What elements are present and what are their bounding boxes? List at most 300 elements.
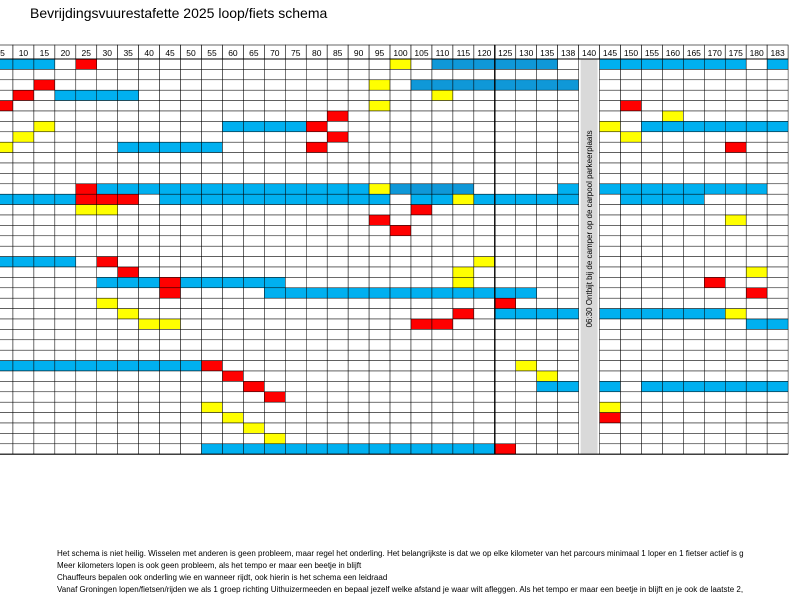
grid-cell (558, 361, 579, 371)
grid-cell (13, 132, 34, 142)
grid-cell (264, 205, 285, 215)
grid-cell (600, 111, 621, 121)
grid-cell (641, 319, 662, 329)
grid-cell (453, 173, 474, 183)
grid-cell (222, 277, 243, 287)
grid-cell (369, 257, 390, 267)
grid-cell (139, 215, 160, 225)
grid-cell (495, 225, 516, 235)
grid-cell (725, 80, 746, 90)
grid-cell (222, 163, 243, 173)
grid-cell (767, 309, 788, 319)
grid-cell (453, 246, 474, 256)
grid-cell (558, 142, 579, 152)
grid-cell (0, 350, 13, 360)
grid-cell (118, 236, 139, 246)
grid-cell (160, 194, 181, 204)
grid-cell (55, 361, 76, 371)
grid-cell (160, 184, 181, 194)
grid-cell (600, 69, 621, 79)
grid-cell (202, 288, 223, 298)
grid-cell (495, 184, 516, 194)
grid-cell (118, 402, 139, 412)
grid-cell (474, 267, 495, 277)
grid-cell (725, 153, 746, 163)
grid-cell (432, 392, 453, 402)
grid-cell (97, 267, 118, 277)
grid-cell (725, 90, 746, 100)
column-header: 160 (665, 48, 680, 58)
grid-cell (76, 111, 97, 121)
grid-cell (746, 121, 767, 131)
grid-cell (222, 288, 243, 298)
grid-cell (222, 225, 243, 235)
grid-cell (34, 257, 55, 267)
grid-cell (621, 350, 642, 360)
grid-cell (202, 153, 223, 163)
grid-cell (621, 329, 642, 339)
grid-cell (369, 90, 390, 100)
grid-cell (160, 173, 181, 183)
break-note: 06:30 Ontbijt bij de camper op de carpool parkeerplaats (585, 130, 595, 328)
grid-cell (34, 381, 55, 391)
grid-cell (76, 69, 97, 79)
grid-cell (0, 423, 13, 433)
grid-cell (600, 215, 621, 225)
grid-cell (495, 59, 516, 69)
grid-cell (160, 225, 181, 235)
grid-cell (474, 69, 495, 79)
grid-cell (411, 298, 432, 308)
grid-cell (495, 329, 516, 339)
grid-cell (0, 101, 13, 111)
grid-cell (537, 225, 558, 235)
grid-cell (495, 132, 516, 142)
grid-cell (537, 121, 558, 131)
grid-cell (453, 309, 474, 319)
grid-cell (139, 413, 160, 423)
grid-cell (139, 225, 160, 235)
grid-cell (767, 101, 788, 111)
grid-cell (725, 298, 746, 308)
grid-cell (222, 444, 243, 454)
grid-cell (621, 257, 642, 267)
grid-cell (704, 101, 725, 111)
grid-cell (264, 423, 285, 433)
grid-cell (495, 361, 516, 371)
grid-cell (683, 257, 704, 267)
grid-cell (704, 173, 725, 183)
grid-cell (495, 433, 516, 443)
grid-cell (327, 121, 348, 131)
grid-cell (411, 319, 432, 329)
grid-cell (97, 340, 118, 350)
grid-cell (222, 423, 243, 433)
grid-cell (118, 69, 139, 79)
grid-cell (243, 340, 264, 350)
grid-cell (641, 80, 662, 90)
grid-cell (348, 350, 369, 360)
grid-cell (285, 309, 306, 319)
grid-cell (348, 267, 369, 277)
grid-cell (558, 298, 579, 308)
grid-cell (348, 444, 369, 454)
grid-cell (474, 184, 495, 194)
grid-cell (746, 90, 767, 100)
grid-cell (13, 371, 34, 381)
grid-cell (767, 402, 788, 412)
grid-cell (327, 340, 348, 350)
grid-cell (34, 90, 55, 100)
grid-cell (306, 121, 327, 131)
grid-cell (306, 257, 327, 267)
grid-cell (641, 69, 662, 79)
grid-cell (139, 433, 160, 443)
grid-cell (683, 236, 704, 246)
grid-cell (55, 402, 76, 412)
grid-cell (76, 215, 97, 225)
grid-cell (222, 402, 243, 412)
grid-cell (139, 257, 160, 267)
grid-cell (516, 402, 537, 412)
grid-cell (34, 309, 55, 319)
grid-cell (537, 361, 558, 371)
grid-cell (97, 309, 118, 319)
grid-cell (558, 413, 579, 423)
grid-cell (453, 90, 474, 100)
grid-cell (55, 392, 76, 402)
grid-cell (537, 236, 558, 246)
grid-cell (746, 329, 767, 339)
grid-cell (495, 153, 516, 163)
grid-cell (641, 101, 662, 111)
grid-cell (662, 236, 683, 246)
grid-cell (767, 142, 788, 152)
grid-cell (76, 329, 97, 339)
grid-cell (704, 111, 725, 121)
grid-cell (537, 402, 558, 412)
column-header: 110 (435, 48, 450, 58)
grid-cell (600, 101, 621, 111)
grid-cell (767, 267, 788, 277)
grid-cell (621, 69, 642, 79)
grid-cell (181, 205, 202, 215)
grid-cell (704, 350, 725, 360)
grid-cell (139, 184, 160, 194)
grid-cell (662, 132, 683, 142)
grid-cell (97, 277, 118, 287)
grid-cell (285, 423, 306, 433)
grid-cell (662, 402, 683, 412)
grid-cell (683, 163, 704, 173)
grid-cell (621, 215, 642, 225)
grid-cell (558, 381, 579, 391)
grid-cell (306, 69, 327, 79)
grid-cell (537, 111, 558, 121)
grid-cell (621, 111, 642, 121)
grid-cell (327, 371, 348, 381)
grid-cell (474, 371, 495, 381)
grid-cell (683, 101, 704, 111)
grid-cell (641, 225, 662, 235)
grid-cell (746, 433, 767, 443)
grid-cell (767, 319, 788, 329)
grid-cell (181, 381, 202, 391)
grid-cell (432, 371, 453, 381)
grid-cell (704, 433, 725, 443)
grid-cell (139, 80, 160, 90)
grid-cell (516, 392, 537, 402)
grid-cell (0, 69, 13, 79)
column-header: 105 (414, 48, 429, 58)
grid-cell (202, 69, 223, 79)
grid-cell (662, 80, 683, 90)
grid-cell (453, 236, 474, 246)
grid-cell (0, 184, 13, 194)
grid-cell (160, 101, 181, 111)
grid-cell (725, 59, 746, 69)
grid-cell (181, 225, 202, 235)
grid-cell (390, 246, 411, 256)
grid-cell (767, 194, 788, 204)
grid-cell (683, 153, 704, 163)
grid-cell (97, 236, 118, 246)
grid-cell (558, 319, 579, 329)
column-header: 120 (477, 48, 492, 58)
grid-cell (725, 121, 746, 131)
grid-cell (369, 277, 390, 287)
grid-cell (432, 288, 453, 298)
grid-cell (537, 298, 558, 308)
grid-cell (390, 423, 411, 433)
note-line: Het schema is niet heilig. Wisselen met anderen is geen probleem, maar regel het onderling. Het belangrijkste is dat we op elke kilometer van het parcours minimaal 1 loper en 1 fietser actief is g (57, 549, 744, 558)
grid-cell (348, 153, 369, 163)
grid-cell (222, 90, 243, 100)
grid-cell (118, 59, 139, 69)
grid-cell (474, 298, 495, 308)
grid-cell (160, 413, 181, 423)
grid-cell (537, 215, 558, 225)
grid-cell (369, 329, 390, 339)
grid-cell (411, 184, 432, 194)
grid-cell (97, 381, 118, 391)
grid-cell (641, 329, 662, 339)
grid-cell (390, 236, 411, 246)
grid-cell (97, 225, 118, 235)
grid-cell (0, 59, 13, 69)
grid-cell (243, 90, 264, 100)
grid-cell (453, 153, 474, 163)
grid-cell (202, 277, 223, 287)
grid-cell (600, 205, 621, 215)
grid-cell (725, 163, 746, 173)
grid-cell (453, 381, 474, 391)
grid-cell (76, 142, 97, 152)
grid-cell (537, 381, 558, 391)
grid-cell (767, 184, 788, 194)
grid-cell (621, 371, 642, 381)
grid-cell (746, 163, 767, 173)
grid-cell (516, 267, 537, 277)
grid-cell (181, 329, 202, 339)
grid-cell (537, 267, 558, 277)
grid-cell (432, 225, 453, 235)
grid-cell (516, 381, 537, 391)
grid-cell (516, 205, 537, 215)
grid-cell (348, 205, 369, 215)
grid-cell (495, 142, 516, 152)
grid-cell (34, 361, 55, 371)
grid-cell (76, 153, 97, 163)
grid-cell (243, 184, 264, 194)
grid-cell (285, 101, 306, 111)
grid-cell (160, 340, 181, 350)
grid-cell (453, 361, 474, 371)
grid-cell (13, 215, 34, 225)
grid-cell (516, 361, 537, 371)
grid-cell (746, 381, 767, 391)
grid-cell (13, 413, 34, 423)
grid-cell (139, 423, 160, 433)
grid-cell (285, 392, 306, 402)
grid-cell (76, 340, 97, 350)
grid-cell (621, 246, 642, 256)
grid-cell (243, 101, 264, 111)
grid-cell (306, 90, 327, 100)
grid-cell (202, 121, 223, 131)
grid-cell (683, 142, 704, 152)
grid-cell (13, 277, 34, 287)
grid-cell (641, 142, 662, 152)
grid-cell (34, 350, 55, 360)
grid-cell (516, 215, 537, 225)
grid-cell (0, 319, 13, 329)
grid-cell (55, 142, 76, 152)
grid-cell (411, 163, 432, 173)
grid-cell (243, 402, 264, 412)
grid-cell (243, 288, 264, 298)
grid-cell (243, 153, 264, 163)
grid-cell (704, 319, 725, 329)
grid-cell (202, 423, 223, 433)
grid-cell (390, 101, 411, 111)
grid-cell (662, 184, 683, 194)
grid-cell (139, 101, 160, 111)
grid-cell (160, 319, 181, 329)
grid-cell (725, 371, 746, 381)
grid-cell (641, 90, 662, 100)
grid-cell (13, 111, 34, 121)
grid-cell (181, 257, 202, 267)
grid-cell (243, 236, 264, 246)
grid-cell (662, 205, 683, 215)
grid-cell (76, 371, 97, 381)
grid-cell (725, 309, 746, 319)
grid-cell (369, 236, 390, 246)
grid-cell (181, 173, 202, 183)
grid-cell (704, 392, 725, 402)
grid-cell (495, 90, 516, 100)
grid-cell (243, 163, 264, 173)
grid-cell (118, 194, 139, 204)
grid-cell (285, 361, 306, 371)
grid-cell (118, 101, 139, 111)
grid-cell (327, 413, 348, 423)
grid-cell (139, 350, 160, 360)
grid-cell (118, 392, 139, 402)
grid-cell (306, 153, 327, 163)
grid-cell (474, 111, 495, 121)
grid-cell (767, 277, 788, 287)
grid-cell (453, 205, 474, 215)
grid-cell (495, 236, 516, 246)
grid-cell (495, 111, 516, 121)
grid-cell (725, 288, 746, 298)
grid-cell (285, 236, 306, 246)
grid-cell (621, 163, 642, 173)
grid-cell (285, 142, 306, 152)
grid-cell (55, 173, 76, 183)
grid-cell (704, 402, 725, 412)
grid-cell (411, 205, 432, 215)
grid-cell (725, 142, 746, 152)
grid-cell (327, 184, 348, 194)
grid-cell (285, 69, 306, 79)
grid-cell (621, 121, 642, 131)
grid-cell (369, 423, 390, 433)
grid-cell (264, 288, 285, 298)
grid-cell (474, 329, 495, 339)
grid-cell (474, 142, 495, 152)
grid-cell (746, 173, 767, 183)
grid-cell (369, 433, 390, 443)
grid-cell (767, 444, 788, 454)
grid-cell (202, 257, 223, 267)
grid-cell (411, 173, 432, 183)
column-header: 175 (728, 48, 743, 58)
grid-cell (202, 298, 223, 308)
grid-cell (76, 163, 97, 173)
grid-cell (181, 111, 202, 121)
grid-cell (725, 402, 746, 412)
grid-cell (160, 132, 181, 142)
grid-cell (243, 205, 264, 215)
grid-cell (222, 329, 243, 339)
grid-cell (222, 153, 243, 163)
grid-cell (348, 163, 369, 173)
grid-cell (495, 267, 516, 277)
grid-cell (704, 329, 725, 339)
grid-cell (202, 80, 223, 90)
grid-cell (160, 392, 181, 402)
grid-cell (641, 340, 662, 350)
grid-cell (97, 142, 118, 152)
grid-cell (746, 288, 767, 298)
grid-cell (202, 111, 223, 121)
grid-cell (516, 309, 537, 319)
grid-cell (767, 215, 788, 225)
grid-cell (222, 340, 243, 350)
grid-cell (662, 423, 683, 433)
grid-cell (516, 340, 537, 350)
grid-cell (34, 132, 55, 142)
grid-cell (725, 194, 746, 204)
grid-cell (202, 392, 223, 402)
grid-cell (34, 267, 55, 277)
grid-cell (767, 392, 788, 402)
grid-cell (683, 433, 704, 443)
grid-cell (558, 423, 579, 433)
